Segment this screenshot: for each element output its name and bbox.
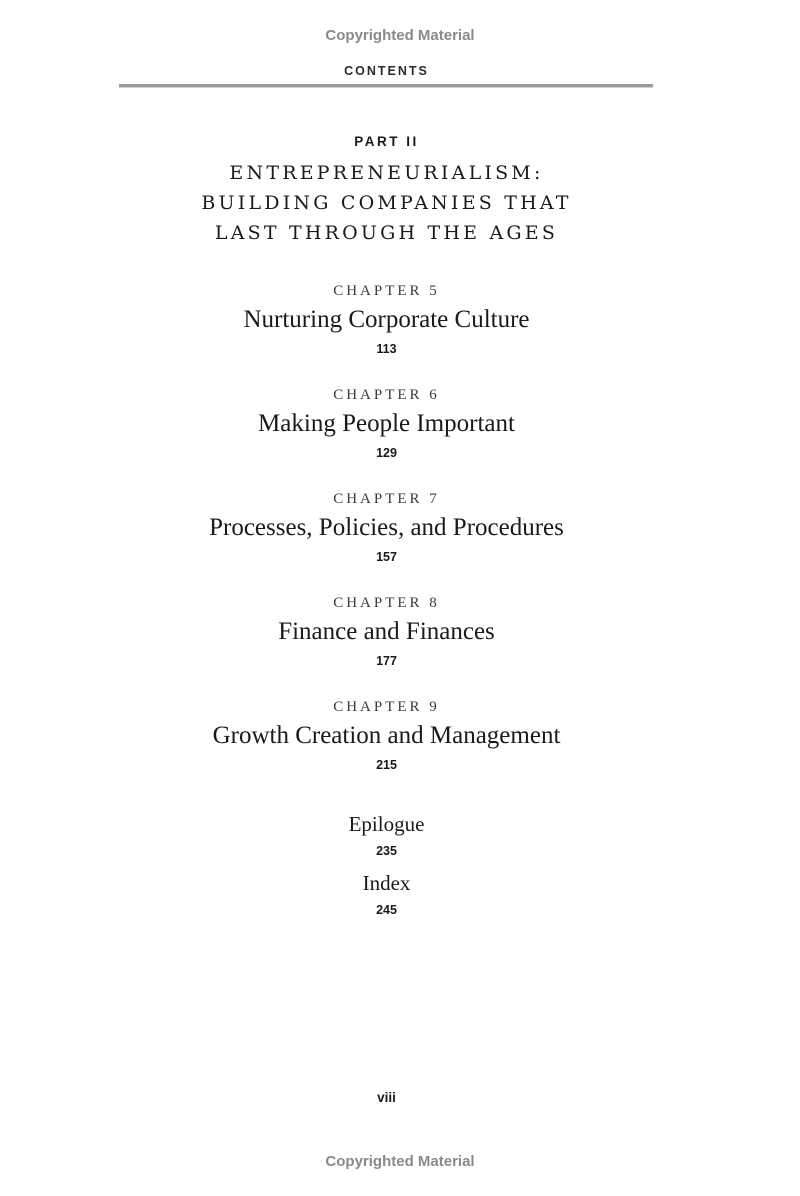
chapter-entry[interactable] [0,384,773,488]
chapter-title: Nurturing Corporate Culture [243,306,530,333]
part-title [0,158,773,248]
chapter-list [0,280,773,800]
chapter-label: CHAPTER 7 [333,491,440,507]
part-title-line: LAST THROUGH THE AGES [214,222,559,244]
chapter-title: Making People Important [258,410,515,437]
chapter-label: CHAPTER 5 [333,283,440,299]
page-folio: viii [377,1090,396,1105]
chapter-title: Processes, Policies, and Procedures [209,514,564,541]
chapter-title: Finance and Finances [278,618,495,645]
chapter-page-number: 157 [376,550,397,564]
back-matter-title: Epilogue [348,812,425,836]
chapter-label: CHAPTER 8 [333,595,440,611]
chapter-entry[interactable] [0,280,773,384]
copyright-watermark-top: Copyrighted Material [325,27,475,44]
chapter-page-number: 129 [376,446,397,460]
back-matter-page-number: 235 [376,844,397,858]
chapter-label: CHAPTER 9 [333,699,440,715]
epilogue-entry[interactable] [0,808,773,867]
running-head: CONTENTS [344,64,429,78]
part-title-line: ENTREPRENEURIALISM: [229,162,544,184]
index-entry[interactable] [0,867,773,926]
back-matter-page-number: 245 [376,903,397,917]
chapter-entry[interactable] [0,696,773,800]
back-matter-title: Index [362,871,411,895]
chapter-entry[interactable] [0,488,773,592]
part-title-line: BUILDING COMPANIES THAT [201,192,572,214]
chapter-page-number: 113 [376,342,397,356]
chapter-entry[interactable] [0,592,773,696]
chapter-title: Growth Creation and Management [212,722,561,749]
chapter-page-number: 215 [376,758,397,772]
back-matter-list [0,808,773,926]
table-of-contents [0,128,773,926]
copyright-watermark-bottom: Copyrighted Material [325,1153,475,1170]
chapter-page-number: 177 [376,654,397,668]
header-rule [119,84,653,88]
part-label: PART II [354,134,419,149]
chapter-label: CHAPTER 6 [333,387,440,403]
